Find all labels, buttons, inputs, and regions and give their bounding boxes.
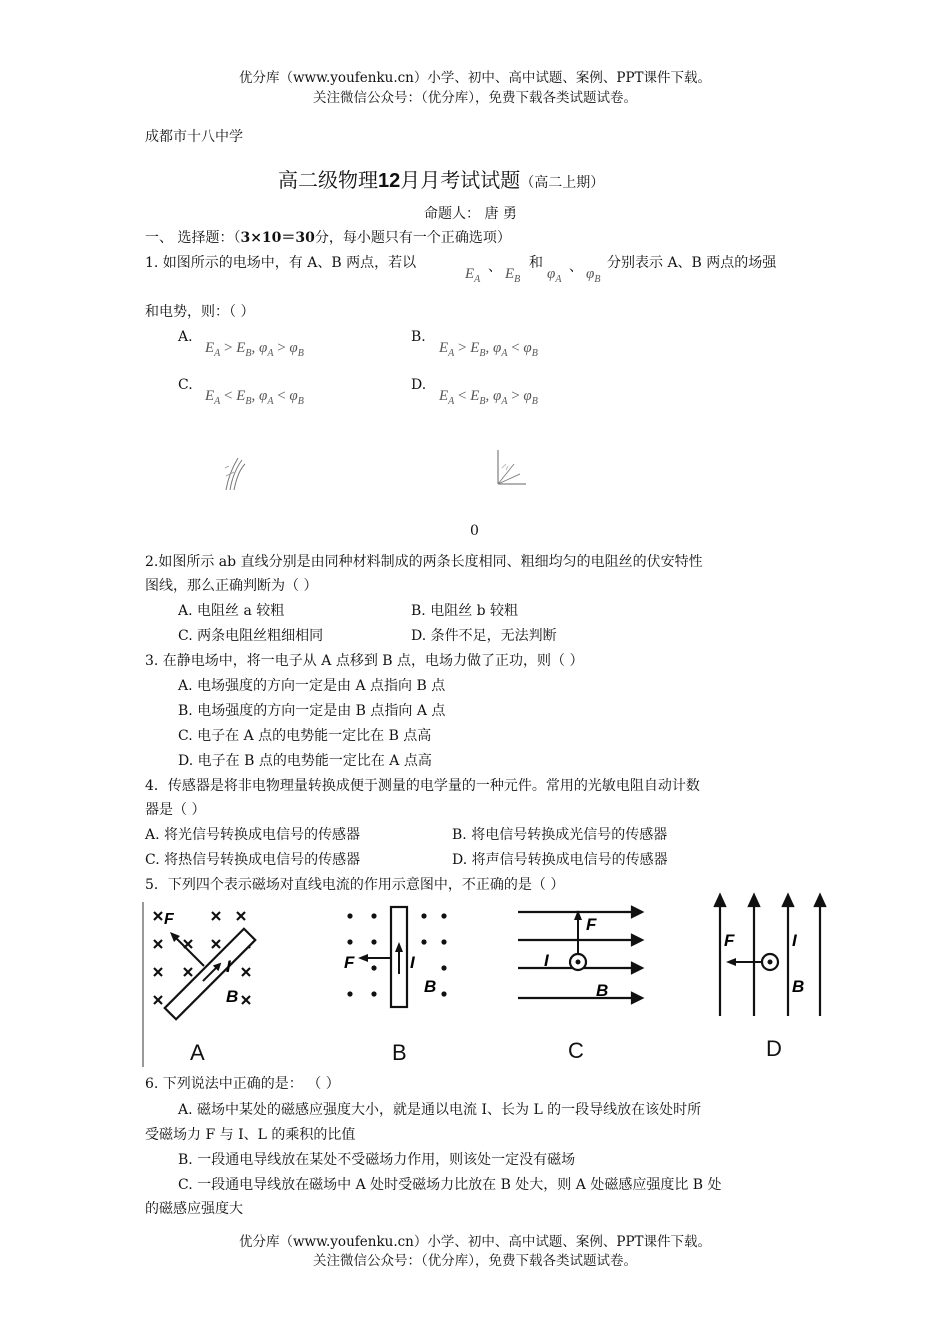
q6-option-a-line1: A. 磁场中某处的磁感应强度大小，就是通以电流 I、长为 L 的一段导线放在该处时所 [178, 1102, 702, 1118]
q4-stem-a: 4．传感器是将非电物理量转换成便于测量的电学量的一种元件。常用的光敏电阻自动计数 [145, 778, 700, 794]
fig-d-I: I [792, 931, 797, 950]
tilted-wire [165, 929, 256, 1020]
q1-stem-c: 和电势，则：（ ） [145, 304, 255, 320]
q1-option-d: $E_A < E_B$, $\varphi_A > \varphi_B$ [439, 388, 538, 407]
footer-line-1: 优分库（www.youfenku.cn）小学、初中、高中试题、案例、PPT课件下载。 [238, 1234, 712, 1250]
section-heading [145, 227, 511, 247]
figure-c [512, 902, 647, 1017]
fig-a-I: I [226, 957, 231, 976]
q4-option-d: D. 将声信号转换成电信号的传感器 [452, 852, 668, 868]
q1-stem-a: 1. 如图所示的电场中，有 A、B 两点，若以 [145, 255, 417, 271]
title-num: 12 [378, 170, 401, 192]
footer-line-2: 关注微信公众号：（优分库），免费下载各类试题试卷。 [313, 1253, 637, 1269]
exam-title [278, 164, 604, 193]
q2-option-c: C. 两条电阻丝粗细相同 [178, 628, 324, 644]
q3-option-d: D. 电子在 B 点的电势能一定比在 A 点高 [178, 753, 432, 769]
header-line-2: 关注微信公众号：（优分库），免费下载各类试题试卷。 [313, 90, 637, 106]
title-post: 月月考试试题 [400, 168, 521, 192]
figure-b-label: B [392, 1040, 407, 1065]
q1-sym-EA: $E_A$ [465, 266, 481, 285]
q1-option-a: $E_A > E_B$, $\varphi_A > \varphi_B$ [205, 340, 304, 359]
q6-option-c-line1: C. 一段通电导线放在磁场中 A 处时受磁场力比放在 B 处大，则 A 处磁感应强度比 B 处 [178, 1177, 722, 1193]
author: 命题人： 唐 勇 [424, 206, 517, 222]
electric-field-figure [220, 450, 250, 495]
q3-option-c: C. 电子在 A 点的电势能一定比在 B 点高 [178, 728, 432, 744]
q1-sym-EB: $E_B$ [505, 266, 521, 285]
q4-stem-b: 器是（ ） [145, 802, 206, 818]
q2-option-b: B. 电阻丝 b 较粗 [411, 603, 519, 619]
q6-stem: 6. 下列说法中正确的是： （ ） [145, 1076, 340, 1092]
fig-b-I: I [410, 953, 415, 972]
title-pre: 高二级物理 [278, 168, 378, 192]
figure-d [708, 892, 833, 1022]
q2-stem-a: 2.如图所示 ab 直线分别是由同种材料制成的两条长度相同、粗细均匀的电阻丝的伏安特性 [145, 554, 703, 570]
section-bold: 3×10＝30 [240, 230, 315, 246]
iu-graph-figure [492, 448, 528, 490]
q1-sym-phiA: $\varphi_A$ [547, 266, 562, 285]
q1-and: 和 [529, 255, 543, 271]
q1-option-c-label: C. [178, 377, 193, 393]
fig-b-F: F [344, 953, 355, 972]
q3-option-b: B. 电场强度的方向一定是由 B 点指向 A 点 [178, 703, 446, 719]
q1-stem-b: 分别表示 A、B 两点的场强 [607, 255, 777, 271]
figure-d-label: D [766, 1036, 782, 1061]
section-pre: 一、 选择题：（ [145, 230, 241, 246]
q1-sym-phiB: $\varphi_B$ [586, 266, 601, 285]
fig-d-F: F [724, 931, 735, 950]
q4-option-a: A. 将光信号转换成电信号的传感器 [145, 827, 361, 843]
fig-c-F: F [586, 915, 597, 934]
q5-stem: 5．下列四个表示磁场对直线电流的作用示意图中，不正确的是（ ） [145, 877, 565, 893]
figure-c-label: C [568, 1038, 584, 1063]
q6-option-a-line2: 受磁场力 F 与 I、L 的乘积的比值 [145, 1127, 356, 1143]
q3-option-a: A. 电场强度的方向一定是由 A 点指向 B 点 [178, 678, 446, 694]
q3-stem: 3. 在静电场中，将一电子从 A 点移到 B 点，电场力做了正功，则（ ） [145, 653, 584, 669]
fig-a-B: B [226, 987, 239, 1006]
q1-option-b-label: B. [411, 329, 426, 345]
q2-option-a: A. 电阻丝 a 较粗 [178, 603, 285, 619]
fig-d-B: B [792, 977, 805, 996]
q4-option-c: C. 将热信号转换成电信号的传感器 [145, 852, 361, 868]
section-post: 分，每小题只有一个正确选项） [314, 230, 511, 246]
header-line-1: 优分库（www.youfenku.cn）小学、初中、高中试题、案例、PPT课件下载。 [238, 70, 712, 86]
q1-sep2: 、 [569, 259, 583, 275]
graph-origin-label: 0 [470, 523, 479, 539]
fig-c-I: I [544, 951, 549, 970]
fig-c-B: B [596, 981, 609, 1000]
fig-a-F: F [164, 911, 174, 928]
q1-option-d-label: D. [411, 377, 427, 393]
title-sub: （高二上期） [520, 175, 605, 191]
q1-option-b: $E_A > E_B$, $\varphi_A < \varphi_B$ [439, 340, 538, 359]
figure-a-label: A [190, 1040, 205, 1065]
q1-option-a-label: A. [178, 329, 193, 345]
q6-option-b: B. 一段通电导线放在某处不受磁场力作用，则该处一定没有磁场 [178, 1152, 576, 1168]
fig-b-B: B [424, 977, 437, 996]
school-name: 成都市十八中学 [145, 129, 243, 145]
q4-option-b: B. 将电信号转换成光信号的传感器 [452, 827, 668, 843]
q6-option-c-line2: 的磁感应强度大 [145, 1201, 243, 1217]
q2-stem-b: 图线，那么正确判断为（ ） [145, 578, 318, 594]
q1-option-c: $E_A < E_B$, $\varphi_A < \varphi_B$ [205, 388, 304, 407]
figure-b [338, 902, 458, 1012]
q2-option-d: D. 条件不足，无法判断 [411, 628, 557, 644]
q1-sep1: 、 [488, 259, 502, 275]
